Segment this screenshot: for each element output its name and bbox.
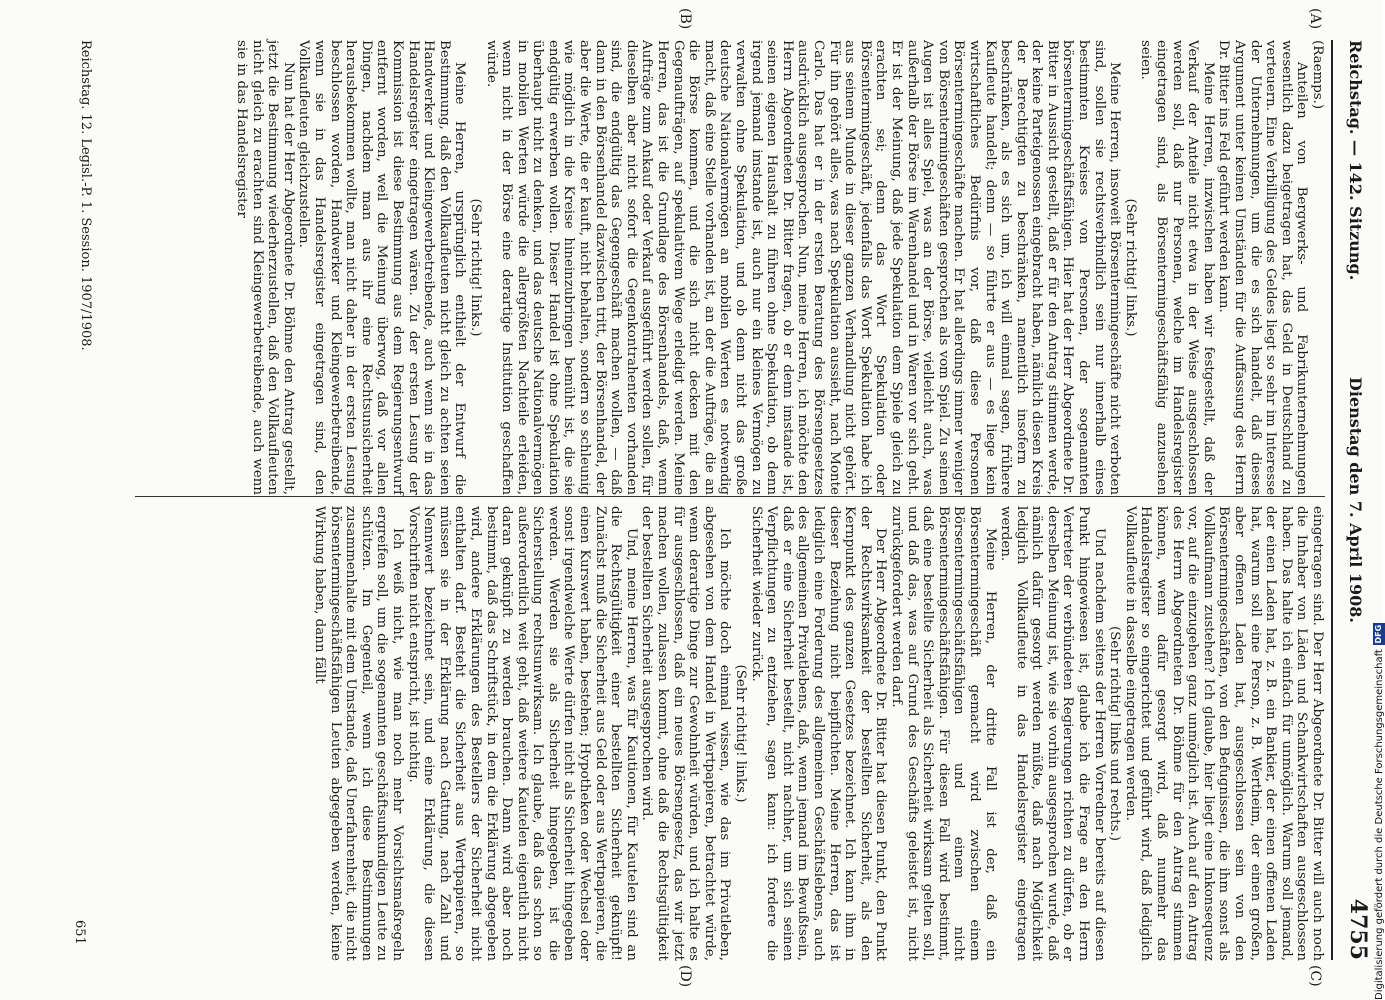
- left-text-column: [233, 40, 1325, 495]
- left-paragraph: Meine Herren, inzwischen haben wir festgestellt, daß der Verkauf der Anteile nicht etwa in der Weise ausgeschlossen werden soll, daß nur Personen, welche im Handelsregister eingetragen sind, als Börsentermingeschäftsfähig anzusehen seien.: [1138, 40, 1216, 495]
- dfg-logo: DFG: [1374, 624, 1383, 644]
- header-rule: [1331, 40, 1333, 960]
- page-number: 4755: [1345, 898, 1371, 960]
- marker-d: (D): [677, 965, 693, 988]
- right-paragraph: Der Herr Abgeordnete Dr. Bitter hat diesen Punkt, den Punkt der Rechtswirksamkeit der bestellten Sicherheit, als den Kernpunkt des ganzen Gesetzes bezeichnet. Ich kann ihm in dieser Beziehung nicht beipflichten. Meine Herren, das ist lediglich eine Forderung des allgemeinen Geschäftslebens, auch des allgemeinen Privatlebens, daß, wenn jemand im Bewußtsein, daß er eine Sicherheit bestellt, nicht nachher, um sich seinen Verpflichtungen zu entziehen, sagen kann: ich fordere die Sicherheit wieder zurück.: [748, 506, 889, 961]
- right-text-column: [311, 506, 1325, 961]
- right-paragraph: (Sehr richtig! links und rechts.): [1107, 626, 1123, 841]
- page-header: [1335, 40, 1375, 960]
- right-paragraph: eingetragen sind. Der Herr Abgeordnete Dr. Bitter will auch noch die Inhaber von Läden und Schankwirtschaften ausgeschlossen haben. Das halte ich einfach für unmöglich. Warum soll jemand, der einen Laden hat, z. B. ein Bankier, der einen offenen Laden hat, warum soll eine Person, z. B. Wertheim, der einen großen, aber offenen Laden hat, ausgeschlossen sein von den Börsentermingeschäften, von den Befugnissen, die ihm sonst als Vollkaufmann zustehen? Ich glaube, hier liegt eine Inkonsequenz vor, auf die einzugehen ganz unmöglich ist. Auch auf den Antrag des Herrn Abgeordneten Dr. Böhme für den Antrag stimmen können, wenn dafür gesorgt wird, daß nunmehr das Handelsregister so eingerichtet und geführt wird, daß lediglich Vollkaufleute in dasselbe eingetragen werden.: [1122, 506, 1325, 961]
- right-paragraph: Meine Herren, der dritte Fall ist der, daß ein Börsentermingeschäft gemacht wird zwischen einem Börsentermingeschäftsfähigen und einem nicht Börsentermingeschäftsfähigen. Für diesen Fall wird bestimmt, daß eine bestellte Sicherheit als Sicherheit wirksam gelten soll, und daß das, was auf Grund des Geschäfts geleistet ist, nicht zurückgefordert werden darf.: [888, 506, 998, 961]
- footer-right-number: 651: [72, 920, 87, 945]
- left-paragraph: Nun hat der Herr Abgeordnete Dr. Böhme den Antrag gestellt, jetzt die Bestimmung wiederherzustellen, daß den Vollkaufleuten nicht gleich zu erachten sind Kleingewerbetreibende, auch wenn sie in das Handelsregister: [234, 40, 296, 495]
- right-paragraph: (Sehr richtig! links.): [733, 664, 749, 803]
- right-paragraph: Und nachdem seitens der Herren Vorredner bereits auf diesen Punkt hingewiesen ist, glaube ich die Frage an den Herrn Vertreter der verbündeten Regierungen richten zu dürfen, ob er derselben Meinung ist, wie sie vorhin ausgesprochen wurde, daß nämlich dafür gesorgt werden müßte, daß nach Möglichkeit lediglich Vollkaufleute in das Handelsregister eingetragen werden.: [998, 506, 1107, 961]
- marker-c: (C): [1307, 965, 1323, 987]
- right-paragraph: Und, meine Herren, was für Kautionen, für Kautelen sind an die Rechtsgültigkeit einer bestellten Sicherheit geknüpft! Zunächst muß die Sicherheit aus Geld oder aus Wertpapieren, die einen Kurswert haben, bestehen; Hypotheken oder Wechsel oder sonst irgendwelche Werte dürfen nicht als Sicherheit hingegeben werden. Werden sie als Sicherheit hingegeben, ist die Sicherstellung rechtsunwirksam. Ich glaube, daß das schon so außerordentlich weit geht, daß weitere Kautelen eigentlich nicht daran geknüpft zu werden brauchen. Dann wird aber noch bestimmt, daß das Schriftstück, in dem die Erklärung abgegeben wird, andere Erklärungen des Bestellers der Sicherheit nicht enthalten darf. Besteht die Sicherheit aus Wertpapieren, so müssen sie in der Erklärung nach Gattung, nach Zahl und Nennwert bezeichnet sein, und eine Erklärung, die diesen Vorschriften nicht entspricht, ist nichtig.: [405, 506, 639, 961]
- left-paragraph: Anteilen von Bergwerks- und Fabrikunternehmungen wesentlich dazu beigetragen hat, das Geld in Deutschland zu verteuern. Eine Verbilligung des Geldes liegt so sehr im Interesse der Unternehmungen, um die es sich handelt, daß dieses Argument unter keinen Umständen für die Auffassung des Herrn Dr. Bitter ins Feld geführt werden kann.: [1216, 40, 1310, 495]
- header-center: Dienstag den 7. April 1908.: [1346, 377, 1365, 623]
- credit-text: Digitalisierung gefördert durch die Deutsche Forschungsgemeinschaft: [1373, 649, 1385, 1000]
- digitization-credit: [1373, 623, 1385, 1000]
- marker-a: (A): [1307, 8, 1323, 30]
- marker-b: (B): [677, 8, 693, 30]
- left-paragraph: (Sehr richtig! links.): [1122, 198, 1138, 337]
- left-paragraph: Meine Herren, ursprünglich enthielt der Entwurf die Bestimmung, daß den Vollkaufleuten nicht gleich zu achten seien Handwerker und Kleingewerbetreibende, auch wenn sie in das Handelsregister eingetragen wären. Zu der ersten Lesung der Kommission ist diese Bestimmung aus dem Regierungsentwurf entfernt worden, weil die Meinung überwog, daß vor allen Dingen, nachdem man aus ihr eine Rechtsunsicherheit herausbekommen wollte, man nicht daher in der ersten Lesung beschlossen worden, Handwerker und Kleingewerbetreibende, wenn sie in das Handelsregister eingetragen sind, den Vollkaufleuten gleichzustellen.: [296, 40, 468, 495]
- right-paragraph: Ich weiß nicht, wie man noch mehr Vorsichtsmaßregeln ergreifen soll, um die sogenannten geschäftsunkundigen Leute zu schützen. Im Gegenteil, wenn ich diese Bestimmungen zusammenhalte mit dem Umstande, daß Unerfahrenheit, die nicht börsentermingeschäftsfähigen Leuten abgegeben werden, keine Wirkung haben, dann fällt: [312, 506, 405, 961]
- footer-left: Reichstag. 12. Legisl.-P. 1. Session. 1907/1908.: [78, 40, 93, 351]
- column-divider: [135, 496, 1325, 497]
- left-paragraph: (Raemps.): [1310, 40, 1325, 110]
- header-left: Reichstag. — 142. Sitzung.: [1346, 40, 1365, 281]
- left-paragraph: Meine Herren, insoweit Börsentermingeschäfte nicht verboten sind, sollen sie rechtsverbindlich sein nur innerhalb eines bestimmten Kreises von Personen, der sogenannten börsentermingeschäftsfähigen. Hier hat der Herr Abgeordnete Dr. Bitter in Aussicht gestellt, daß er für den Antrag stimmen werde, der keine Parteigenossen eingebracht haben, nämlich diesen Kreis der Berechtigten zu beschränken, namentlich insofern zu beschränken, als es sich um, ich will einmal sagen, frühere Kaufleute handelt; denn — so führte er aus — es liege kein wirtschaftliches Bedürfnis vor, daß diese Personen Börsentermingeschäfte machen. Er hat allerdings immer weniger von Börsentermingeschäften gesprochen als vom Spiel. Zu seinen Augen ist alles Spiel, was an der Börse, vielleicht auch, was außerhalb der Börse im Warenhandel und in Waren vor sich geht. Er ist der Meinung, daß jede Spekulation dem Spiele gleich zu erachten sei; denn das Wort Spekulation oder Börsentermingeschäft, jedenfalls das Wort Spekulation habe ich aus seinem Munde in dieser ganzen Verhandlung nicht gehört. Für ihn gehört alles, was nach Spekulation aussieht, nach Monte Carlo. Das hat er in der ersten Beratung des Börsengesetzes ausdrücklich ausgesprochen. Nun, meine Herren, ich möchte den Herrn Abgeordneten Dr. Bitter fragen, ob er denn imstande ist, seinen eigenen Haushalt zu führen ohne Spekulation, ob denn irgend jemand imstande ist, auch nur ein kleines Vermögen zu verwalten ohne Spekulation, und ob denn nicht das große deutsche Nationalvermögen an mobilen Werten es notwendig macht, daß eine Stelle vorhanden ist, an der die Aufträge, die an die Börse kommen, und die sich nicht decken mit den Gegenaufträgen, auf spekulativem Wege erledigt werden. Meine Herren, das ist die Grundlage des Börsenhandels, daß, wenn Aufträge zum Ankauf oder Verkauf ausgeführt werden sollen, für dieselben aber nicht sofort die Gegenkontrahenten vorhanden sind, die endgültig das Gegengeschäft machen wollen, — daß dann in den Börsenhandel dazwischen tritt, der Börsenhandel, der aber die Werte, die er kauft, nicht behalten, sondern so schleunig wie möglich in die Kreise hineinzubringen bemüht ist, die sie endgültig erwerben wollen. Dieser Handel ist ohne Spekulation überhaupt nicht zu denken, und das deutsche Nationalvermögen in mobilen Werten würde die allergrößten Nachteile erleiden, wenn nicht in der Börse eine derartige Institution geschaffen würde.: [483, 40, 1123, 495]
- right-paragraph: Ich möchte doch einmal wissen, wie das im Privatleben, abgesehen von dem Handel in Wertpapieren, betrachtet würde, wenn derartige Dinge zur Gewohnheit würden, und ich halte es für ausgeschlossen, daß ein neues Börsengesetz, das wir jetzt machen wollen, zulassen kommt, ohne daß die Rechtsgültigkeit der bestellten Sicherheit ausgesprochen wird.: [639, 506, 733, 961]
- left-paragraph: (Sehr richtig! links.): [467, 198, 483, 337]
